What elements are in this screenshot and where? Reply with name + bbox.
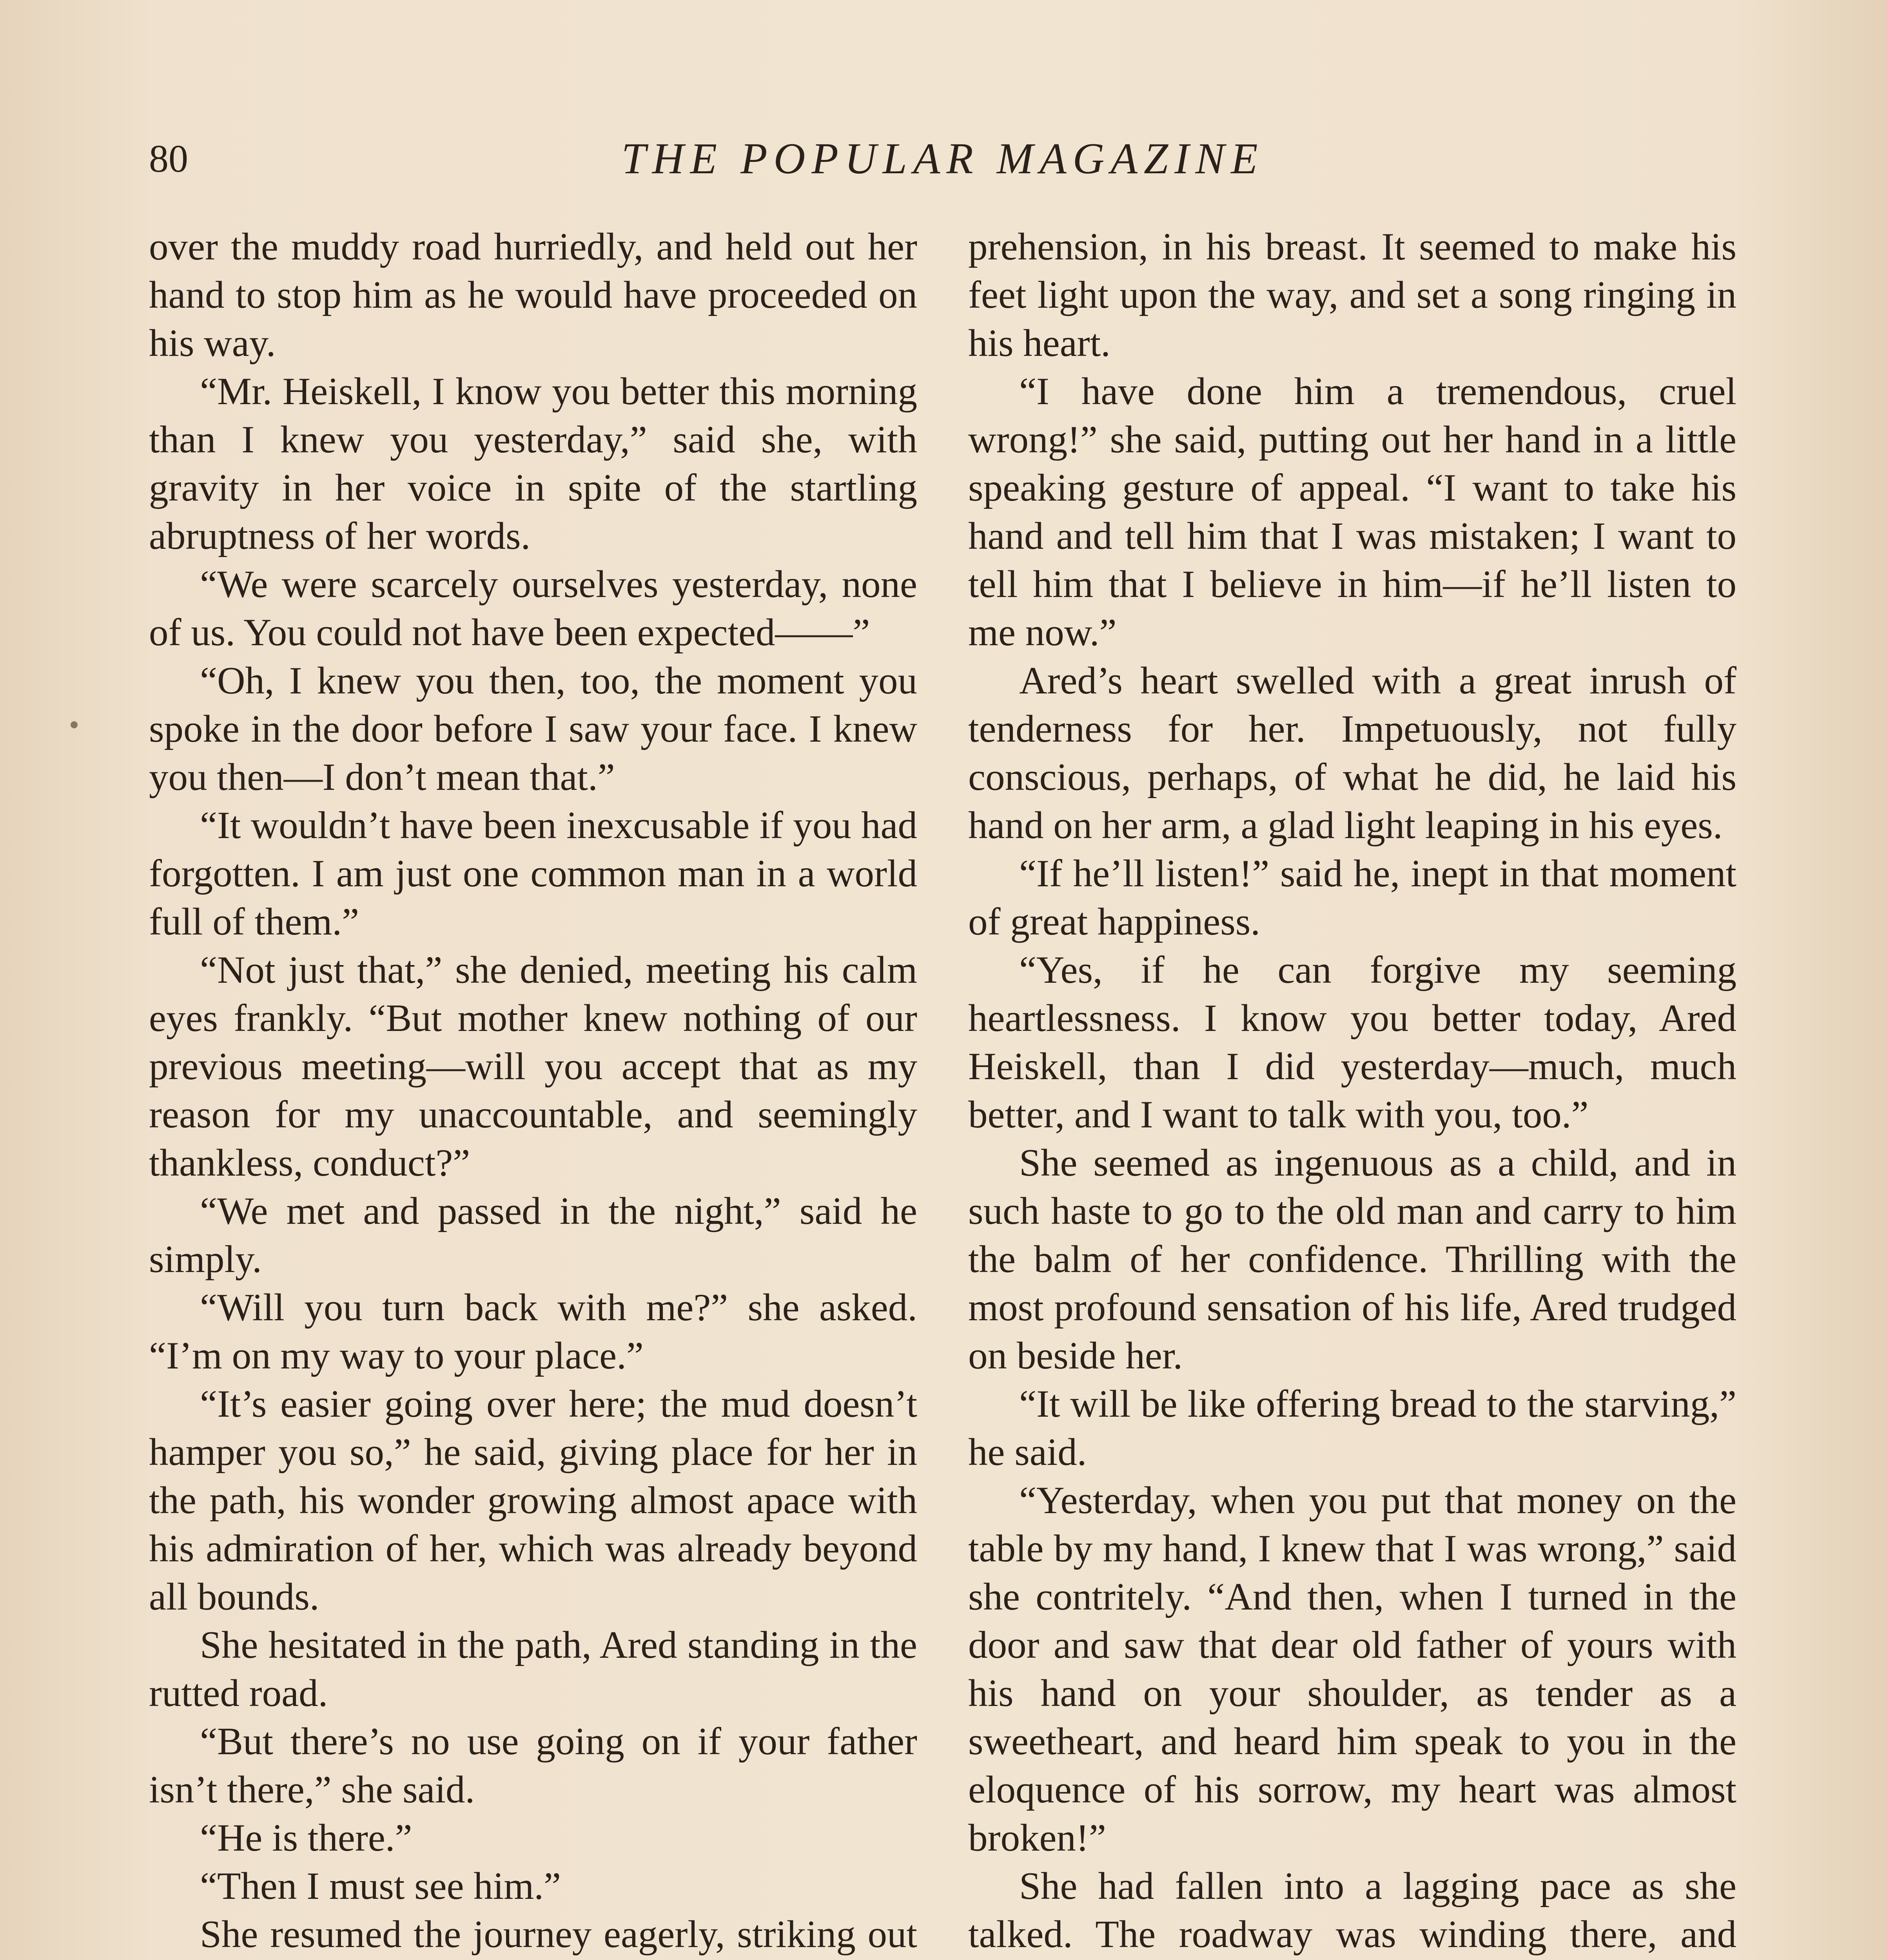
margin-dot xyxy=(71,721,78,728)
running-title: THE POPULAR MAGAZINE xyxy=(621,134,1264,183)
paragraph: “If he’ll listen!” said he, inept in that moment of great happiness. xyxy=(968,852,1736,943)
paragraph: “Mr. Heiskell, I know you better this morning than I knew you yesterday,” said she, with gravity in her voice in spite of the startling abruptness of her words. xyxy=(149,370,917,557)
paragraph: “Yes, if he can forgive my seeming heartlessness. I know you better today, Ared Heiskell, than I did yesterday—much, much better, and I want to talk with you, too.” xyxy=(968,949,1736,1136)
paragraph: She seemed as ingenuous as a child, and in such haste to go to the old man and carry to him the balm of her confidence. Thrilling with the most profound sensation of his life, Ared trudged on beside her. xyxy=(968,1142,1736,1377)
left-column xyxy=(149,223,917,1960)
paragraph: “It wouldn’t have been inexcusable if you had forgotten. I am just one common man in a world full of them.” xyxy=(149,804,917,943)
paragraph: “It’s easier going over here; the mud doesn’t hamper you so,” he said, giving place for her in the path, his wonder growing almost apace with his admiration of her, which was already beyond all bounds. xyxy=(149,1383,917,1618)
paragraph: “We were scarcely ourselves yesterday, none of us. You could not have been expected——” xyxy=(149,563,917,654)
page-number: 80 xyxy=(149,137,188,180)
paragraph: “Yesterday, when you put that money on the table by my hand, I knew that I was wrong,” said she contritely. “And then, when I turned in the door and saw that dear old father of yours with his hand on your shoulder, as tender as a sweetheart, and heard him speak to you in the eloquence of his sorrow, my heart was almost broken!” xyxy=(968,1479,1736,1859)
paragraph: “But there’s no use going on if your father isn’t there,” she said. xyxy=(149,1720,917,1811)
paragraph: She had fallen into a lagging pace as she talked. The roadway was winding there, and xyxy=(968,1865,1736,1956)
paragraph: She hesitated in the path, Ared standing in the rutted road. xyxy=(149,1624,917,1715)
paragraph: “Then I must see him.” xyxy=(200,1865,561,1907)
paragraph: over the muddy road hurriedly, and held out her hand to stop him as he would have proceeded on his way. xyxy=(149,225,917,365)
paragraph: Ared’s heart swelled with a great inrush of tenderness for her. Impetuously, not fully conscious, perhaps, of what he did, he laid his hand on her arm, a glad light leaping in his eyes. xyxy=(968,659,1736,847)
paragraph: She resumed the journey eagerly, striking out xyxy=(200,1913,917,1956)
page-header xyxy=(149,129,1736,196)
paragraph: “Will you turn back with me?” she asked. “I’m on my way to your place.” xyxy=(149,1286,917,1377)
paragraph: prehension, in his breast. It seemed to make his feet light upon the way, and set a song ringing in his heart. xyxy=(968,225,1736,365)
right-column xyxy=(968,223,1736,1960)
paragraph: “It will be like offering bread to the starving,” he said. xyxy=(968,1383,1736,1474)
paragraph: “Oh, I knew you then, too, the moment you spoke in the door before I saw your face. I knew you then—I don’t mean that.” xyxy=(149,659,917,799)
paragraph: “He is there.” xyxy=(200,1817,412,1859)
paragraph: “We met and passed in the night,” said he simply. xyxy=(149,1190,917,1281)
paragraph: “Not just that,” she denied, meeting his calm eyes frankly. “But mother knew nothing of our previous meeting—will you accept that as my reason for my unaccountable, and seemingly thankless, conduct?” xyxy=(149,949,917,1184)
paragraph: “I have done him a tremendous, cruel wrong!” she said, putting out her hand in a little speaking gesture of appeal. “I want to take his hand and tell him that I was mistaken; I want to tell him that I believe in him—if he’ll listen to me now.” xyxy=(968,370,1736,654)
